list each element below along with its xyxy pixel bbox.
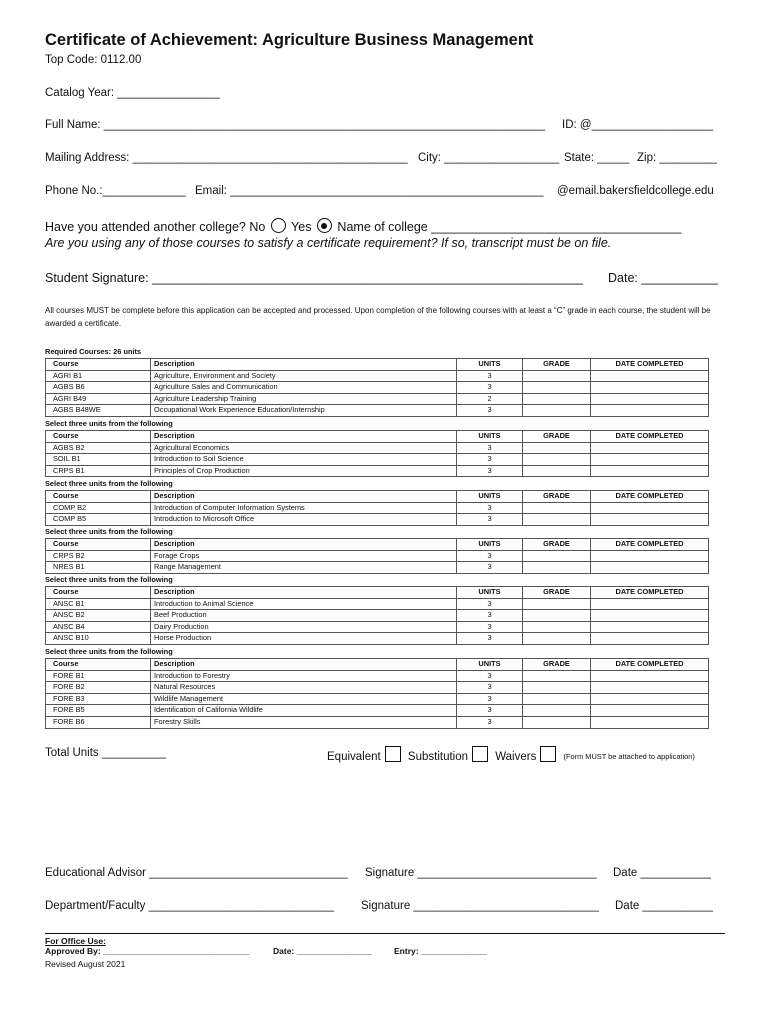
- course-column-header: Course: [46, 491, 151, 503]
- instructions: All courses MUST be complete before this application can be accepted and processed. Upon completion of the following courses with at least a “C” grade in each course, the student will be awarded a certificate.: [45, 306, 711, 328]
- course-description-cell: Introduction to Soil Science: [151, 454, 457, 466]
- units-column-header: UNITS: [457, 359, 523, 371]
- grade-cell[interactable]: [523, 405, 591, 417]
- section-heading: Required Courses: 26 units: [45, 347, 142, 356]
- course-units-cell: 3: [457, 670, 523, 682]
- course-description-cell: Agriculture Sales and Communication: [151, 382, 457, 394]
- table-row: [46, 633, 709, 645]
- no-radio[interactable]: [271, 218, 286, 233]
- grade-cell[interactable]: [523, 393, 591, 405]
- table-row: [46, 610, 709, 622]
- course-description-cell: Forestry Skills: [151, 716, 457, 728]
- table-row: [46, 370, 709, 382]
- id-field[interactable]: ID: @___________________: [562, 119, 714, 131]
- course-description-cell: Dairy Production: [151, 621, 457, 633]
- grade-cell[interactable]: [523, 370, 591, 382]
- course-code-cell: COMP B5: [46, 514, 151, 526]
- course-code-cell: NRES B1: [46, 562, 151, 574]
- section-heading: Select three units from the following: [45, 575, 173, 584]
- course-column-header: Course: [46, 659, 151, 671]
- grade-column-header: GRADE: [523, 539, 591, 551]
- table-header-row: [46, 491, 709, 503]
- course-description-cell: Introduction to Forestry: [151, 670, 457, 682]
- course-code-cell: ANSC B4: [46, 621, 151, 633]
- description-column-header: Description: [151, 659, 457, 671]
- table-row: [46, 682, 709, 694]
- course-description-cell: Introduction of Computer Information Systems: [151, 502, 457, 514]
- date-completed-cell[interactable]: [591, 405, 709, 417]
- table-row: [46, 465, 709, 477]
- date-completed-cell[interactable]: [591, 633, 709, 645]
- grade-cell[interactable]: [523, 514, 591, 526]
- table-row: [46, 562, 709, 574]
- waivers-label: Waivers: [495, 751, 537, 763]
- date-completed-cell[interactable]: [591, 393, 709, 405]
- date-completed-cell[interactable]: [591, 442, 709, 454]
- course-units-cell: 3: [457, 610, 523, 622]
- course-units-cell: 3: [457, 682, 523, 694]
- description-column-header: Description: [151, 431, 457, 443]
- table-row: [46, 598, 709, 610]
- course-code-cell: CRPS B2: [46, 550, 151, 562]
- course-description-cell: Range Management: [151, 562, 457, 574]
- advisor-signature-field[interactable]: Signature ____________________________: [365, 867, 597, 879]
- date-completed-cell[interactable]: [591, 670, 709, 682]
- grade-cell[interactable]: [523, 442, 591, 454]
- office-date-field[interactable]: Date: ________________: [273, 946, 373, 956]
- department-field[interactable]: Department/Faculty _____________________________: [45, 900, 335, 912]
- office-heading: For Office Use:: [45, 936, 106, 946]
- table-row: [46, 693, 709, 705]
- grade-cell[interactable]: [523, 693, 591, 705]
- section-heading: Select three units from the following: [45, 647, 173, 656]
- course-description-cell: Introduction to Animal Science: [151, 598, 457, 610]
- course-column-header: Course: [46, 587, 151, 599]
- date-completed-cell[interactable]: [591, 502, 709, 514]
- grade-cell[interactable]: [523, 705, 591, 717]
- phone-field[interactable]: Phone No.:_____________: [45, 185, 186, 197]
- course-units-cell: 3: [457, 633, 523, 645]
- date-completed-column-header: DATE COMPLETED: [591, 587, 709, 599]
- waivers-checkbox[interactable]: [540, 746, 556, 762]
- grade-column-header: GRADE: [523, 431, 591, 443]
- advisor-field[interactable]: Educational Advisor _______________________________: [45, 867, 348, 879]
- course-units-cell: 3: [457, 454, 523, 466]
- course-code-cell: ANSC B10: [46, 633, 151, 645]
- grade-cell[interactable]: [523, 670, 591, 682]
- course-description-cell: Agriculture Leadership Training: [151, 393, 457, 405]
- course-column-header: Course: [46, 359, 151, 371]
- office-entry-field[interactable]: Entry: ______________: [394, 946, 488, 956]
- equivalent-label: Equivalent: [327, 751, 381, 763]
- course-code-cell: ANSC B1: [46, 598, 151, 610]
- units-column-header: UNITS: [457, 659, 523, 671]
- date-completed-cell[interactable]: [591, 550, 709, 562]
- grade-cell[interactable]: [523, 633, 591, 645]
- options-row: [327, 746, 695, 763]
- table-row: [46, 550, 709, 562]
- description-column-header: Description: [151, 587, 457, 599]
- course-table: [45, 586, 709, 645]
- course-code-cell: AGBS B6: [46, 382, 151, 394]
- course-code-cell: FORE B5: [46, 705, 151, 717]
- date-completed-cell[interactable]: [591, 693, 709, 705]
- course-description-cell: Wildlife Management: [151, 693, 457, 705]
- date-completed-cell[interactable]: [591, 610, 709, 622]
- grade-cell[interactable]: [523, 716, 591, 728]
- college-name-field[interactable]: Name of college ____________________________________: [337, 220, 682, 234]
- department-signature-field[interactable]: Signature _____________________________: [361, 900, 599, 912]
- email-field[interactable]: Email: _________________________________________________: [195, 185, 544, 197]
- date-completed-column-header: DATE COMPLETED: [591, 539, 709, 551]
- top-code: Top Code: 0112.00: [45, 54, 142, 66]
- date-completed-cell[interactable]: [591, 598, 709, 610]
- grade-cell[interactable]: [523, 682, 591, 694]
- date-completed-cell[interactable]: [591, 562, 709, 574]
- course-units-cell: 3: [457, 716, 523, 728]
- course-code-cell: FORE B1: [46, 670, 151, 682]
- course-description-cell: Forage Crops: [151, 550, 457, 562]
- no-label: No: [249, 220, 266, 234]
- course-description-cell: Natural Resources: [151, 682, 457, 694]
- units-column-header: UNITS: [457, 491, 523, 503]
- table-row: [46, 382, 709, 394]
- student-signature-field[interactable]: Student Signature: ______________________________________________________________: [45, 271, 584, 285]
- equivalent-checkbox[interactable]: [385, 746, 401, 762]
- grade-cell[interactable]: [523, 621, 591, 633]
- table-row: [46, 405, 709, 417]
- form-note: (Form MUST be attached to application): [563, 752, 695, 761]
- grade-cell[interactable]: [523, 502, 591, 514]
- table-header-row: [46, 659, 709, 671]
- date-completed-column-header: DATE COMPLETED: [591, 431, 709, 443]
- description-column-header: Description: [151, 491, 457, 503]
- course-description-cell: Agriculture, Environment and Society: [151, 370, 457, 382]
- date-completed-cell[interactable]: [591, 705, 709, 717]
- advisor-date-field[interactable]: Date ___________: [613, 867, 711, 879]
- course-table: [45, 490, 709, 526]
- course-code-cell: ANSC B2: [46, 610, 151, 622]
- grade-cell[interactable]: [523, 562, 591, 574]
- course-code-cell: FORE B2: [46, 682, 151, 694]
- date-completed-cell[interactable]: [591, 621, 709, 633]
- college-question-row: [45, 218, 682, 234]
- course-code-cell: AGBS B48WE: [46, 405, 151, 417]
- course-units-cell: 3: [457, 405, 523, 417]
- date-completed-cell[interactable]: [591, 682, 709, 694]
- table-row: [46, 442, 709, 454]
- units-column-header: UNITS: [457, 587, 523, 599]
- zip-field[interactable]: Zip: _________: [637, 152, 717, 164]
- grade-column-header: GRADE: [523, 659, 591, 671]
- course-column-header: Course: [46, 431, 151, 443]
- grade-cell[interactable]: [523, 550, 591, 562]
- date-completed-cell[interactable]: [591, 370, 709, 382]
- course-table: [45, 538, 709, 574]
- course-description-cell: Introduction to Microsoft Office: [151, 514, 457, 526]
- grade-cell[interactable]: [523, 610, 591, 622]
- course-units-cell: 3: [457, 370, 523, 382]
- full-name-field[interactable]: Full Name: _____________________________________________________________________: [45, 119, 546, 131]
- student-signature-date[interactable]: Date: ___________: [608, 271, 718, 285]
- department-date-field[interactable]: Date ___________: [615, 900, 713, 912]
- table-row: [46, 514, 709, 526]
- course-units-cell: 3: [457, 621, 523, 633]
- college-question: Have you attended another college?: [45, 220, 246, 234]
- course-column-header: Course: [46, 539, 151, 551]
- table-header-row: [46, 539, 709, 551]
- course-units-cell: 3: [457, 514, 523, 526]
- date-completed-cell[interactable]: [591, 716, 709, 728]
- date-completed-cell[interactable]: [591, 454, 709, 466]
- course-code-cell: FORE B3: [46, 693, 151, 705]
- course-description-cell: Agricultural Economics: [151, 442, 457, 454]
- office-divider: [45, 933, 725, 934]
- date-completed-cell[interactable]: [591, 514, 709, 526]
- course-units-cell: 3: [457, 502, 523, 514]
- course-description-cell: Principles of Crop Production: [151, 465, 457, 477]
- page-title: Certificate of Achievement: Agriculture Business Management: [45, 31, 534, 49]
- units-column-header: UNITS: [457, 539, 523, 551]
- course-code-cell: AGRI B49: [46, 393, 151, 405]
- course-units-cell: 3: [457, 562, 523, 574]
- course-units-cell: 3: [457, 693, 523, 705]
- date-completed-column-header: DATE COMPLETED: [591, 359, 709, 371]
- grade-column-header: GRADE: [523, 359, 591, 371]
- date-completed-cell[interactable]: [591, 382, 709, 394]
- course-units-cell: 3: [457, 382, 523, 394]
- course-description-cell: Occupational Work Experience Education/Internship: [151, 405, 457, 417]
- substitution-label: Substitution: [407, 751, 469, 763]
- course-units-cell: 3: [457, 705, 523, 717]
- course-description-cell: Horse Production: [151, 633, 457, 645]
- course-code-cell: COMP B2: [46, 502, 151, 514]
- course-code-cell: AGRI B1: [46, 370, 151, 382]
- college-followup: Are you using any of those courses to satisfy a certificate requirement? If so, transcript must be on file.: [45, 236, 612, 250]
- course-description-cell: Identification of California Wildlife: [151, 705, 457, 717]
- table-row: [46, 716, 709, 728]
- units-column-header: UNITS: [457, 431, 523, 443]
- course-code-cell: SOIL B1: [46, 454, 151, 466]
- revised-date: Revised August 2021: [45, 959, 126, 969]
- table-row: [46, 393, 709, 405]
- section-heading: Select three units from the following: [45, 527, 173, 536]
- approved-by-field[interactable]: Approved By: _______________________________: [45, 946, 250, 956]
- grade-cell[interactable]: [523, 454, 591, 466]
- city-field[interactable]: City: __________________: [418, 152, 560, 164]
- table-row: [46, 502, 709, 514]
- table-header-row: [46, 359, 709, 371]
- grade-column-header: GRADE: [523, 587, 591, 599]
- section-heading: Select three units from the following: [45, 419, 173, 428]
- date-completed-column-header: DATE COMPLETED: [591, 659, 709, 671]
- table-row: [46, 621, 709, 633]
- date-completed-column-header: DATE COMPLETED: [591, 491, 709, 503]
- grade-column-header: GRADE: [523, 491, 591, 503]
- table-row: [46, 670, 709, 682]
- date-completed-cell[interactable]: [591, 465, 709, 477]
- course-units-cell: 3: [457, 598, 523, 610]
- course-table: [45, 658, 709, 729]
- description-column-header: Description: [151, 539, 457, 551]
- yes-label: Yes: [291, 220, 312, 234]
- email-domain: @email.bakersfieldcollege.edu: [557, 185, 714, 197]
- grade-cell[interactable]: [523, 598, 591, 610]
- section-heading: Select three units from the following: [45, 479, 173, 488]
- course-code-cell: FORE B6: [46, 716, 151, 728]
- catalog-year-field[interactable]: Catalog Year: ________________: [45, 87, 220, 99]
- course-table: [45, 430, 709, 477]
- description-column-header: Description: [151, 359, 457, 371]
- course-code-cell: CRPS B1: [46, 465, 151, 477]
- mailing-address-field[interactable]: Mailing Address: ___________________________________________: [45, 152, 408, 164]
- course-units-cell: 2: [457, 393, 523, 405]
- course-units-cell: 3: [457, 442, 523, 454]
- yes-radio[interactable]: [317, 218, 332, 233]
- table-row: [46, 454, 709, 466]
- state-field[interactable]: State: _____: [564, 152, 630, 164]
- table-header-row: [46, 431, 709, 443]
- course-table: [45, 358, 709, 417]
- course-description-cell: Beef Production: [151, 610, 457, 622]
- table-row: [46, 705, 709, 717]
- course-units-cell: 3: [457, 465, 523, 477]
- course-units-cell: 3: [457, 550, 523, 562]
- table-header-row: [46, 587, 709, 599]
- grade-cell[interactable]: [523, 465, 591, 477]
- total-units-field[interactable]: Total Units __________: [45, 747, 166, 759]
- substitution-checkbox[interactable]: [472, 746, 488, 762]
- grade-cell[interactable]: [523, 382, 591, 394]
- course-code-cell: AGBS B2: [46, 442, 151, 454]
